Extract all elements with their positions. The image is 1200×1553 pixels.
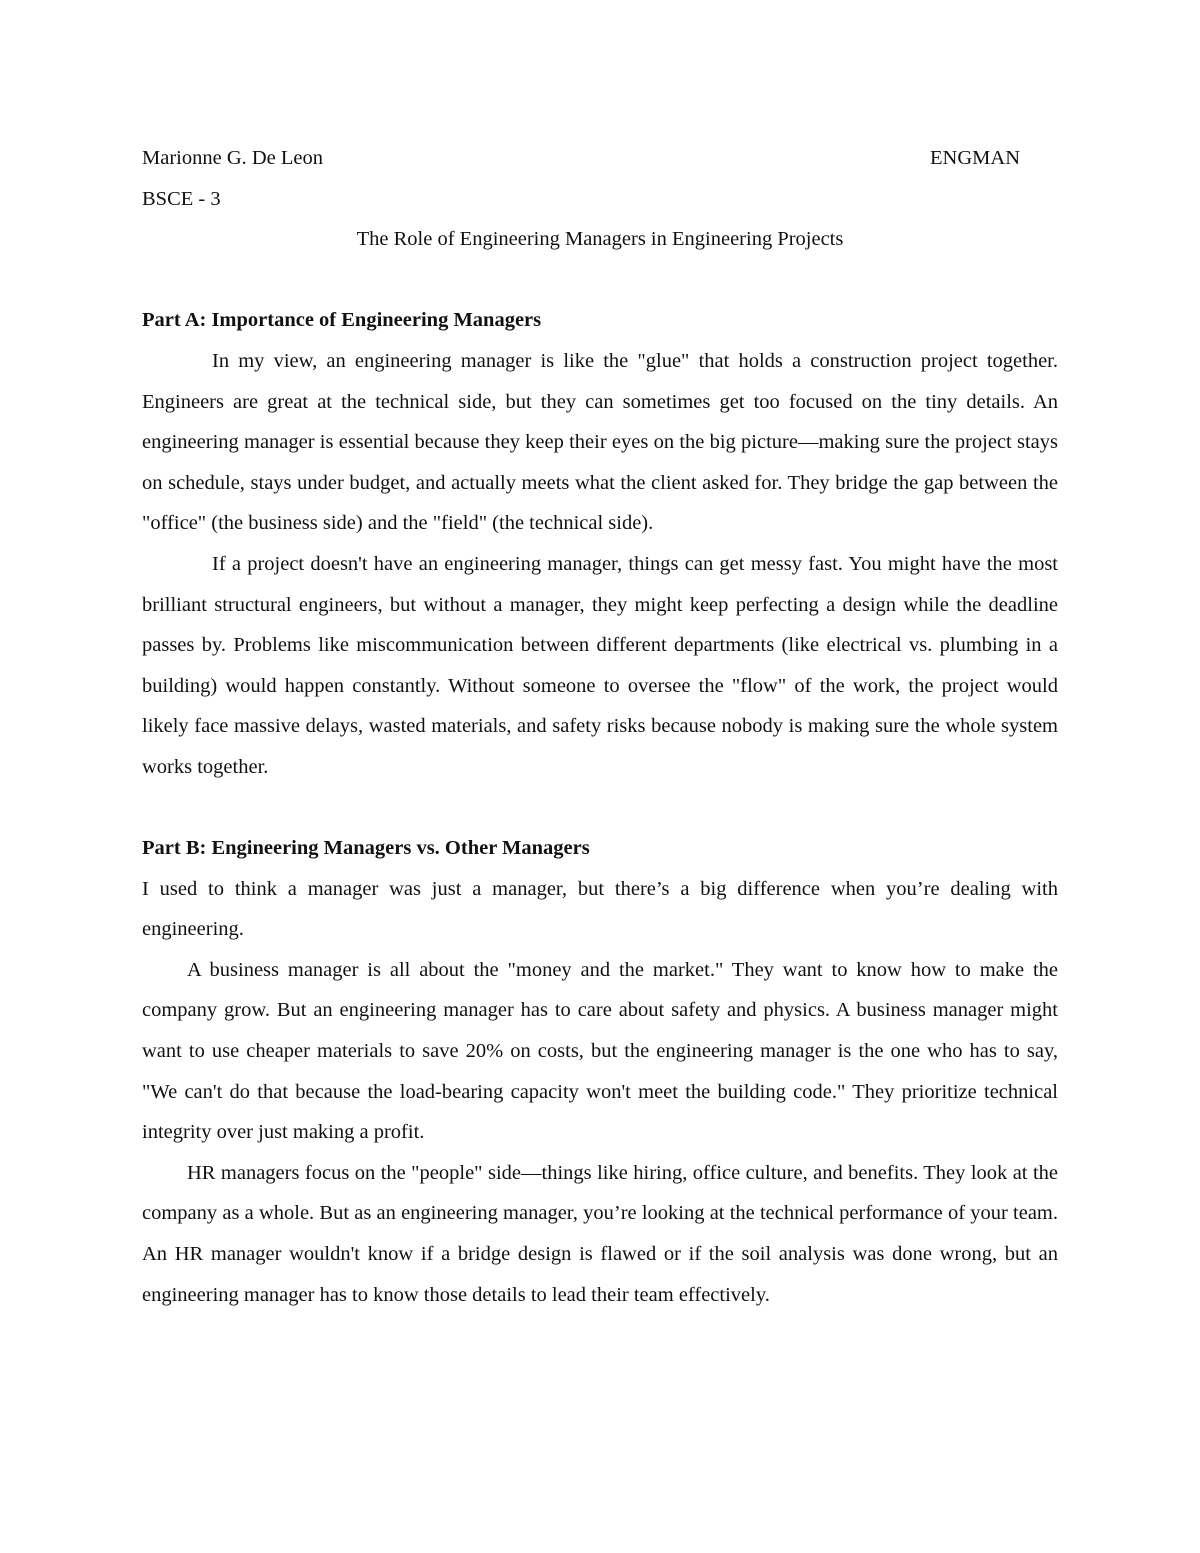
blank-line [142, 788, 1058, 829]
blank-line [142, 260, 1058, 301]
part-b-heading: Part B: Engineering Managers vs. Other Managers [142, 837, 590, 860]
course-code: ENGMAN [930, 147, 1020, 169]
part-a-heading: Part A: Importance of Engineering Managers [142, 309, 542, 332]
author-name: Marionne G. De Leon [142, 147, 324, 169]
header-row [142, 138, 1058, 179]
section-label: BSCE - 3 [142, 187, 221, 210]
part-b-paragraph-3: HR managers focus on the "people" side—things like hiring, office culture, and benefits. They look at the company as a whole. But as an engineering manager, you’re looking at the technical performance of your team. An HR manager wouldn't know if a bridge design is flawed or if the soil analysis was done wrong, but an engineering manager has to know those details to lead their team effectively. [142, 1161, 1058, 1306]
part-a-paragraph-2: If a project doesn't have an engineering manager, things can get messy fast. You might have the most brilliant structural engineers, but without a manager, they might keep perfecting a design while the deadline passes by. Problems like miscommunication between different departments (like electrical vs. plumbing in a building) would happen constantly. Without someone to oversee the "flow" of the work, the project would likely face massive delays, wasted materials, and safety risks because nobody is making sure the whole system works together. [142, 552, 1058, 778]
document-page [142, 138, 1058, 1315]
part-b-paragraph-2: A business manager is all about the "money and the market." They want to know how to make the company grow. But an engineering manager has to care about safety and physics. A business manager might want to use cheaper materials to save 20% on costs, but the engineering manager is the one who has to say, "We can't do that because the load-bearing capacity won't meet the building code." They prioritize technical integrity over just making a profit. [142, 958, 1058, 1144]
document-title: The Role of Engineering Managers in Engineering Projects [356, 228, 844, 251]
part-b-paragraph-1: I used to think a manager was just a manager, but there’s a big difference when you’re dealing with engineering. [142, 877, 1058, 941]
part-a-paragraph-1: In my view, an engineering manager is like the "glue" that holds a construction project together. Engineers are great at the technical side, but they can sometimes get too focused on the tiny details. An engineering manager is essential because they keep their eyes on the big picture—making sure the project stays on schedule, stays under budget, and actually meets what the client asked for. They bridge the gap between the "office" (the business side) and the "field" (the technical side). [142, 349, 1058, 535]
